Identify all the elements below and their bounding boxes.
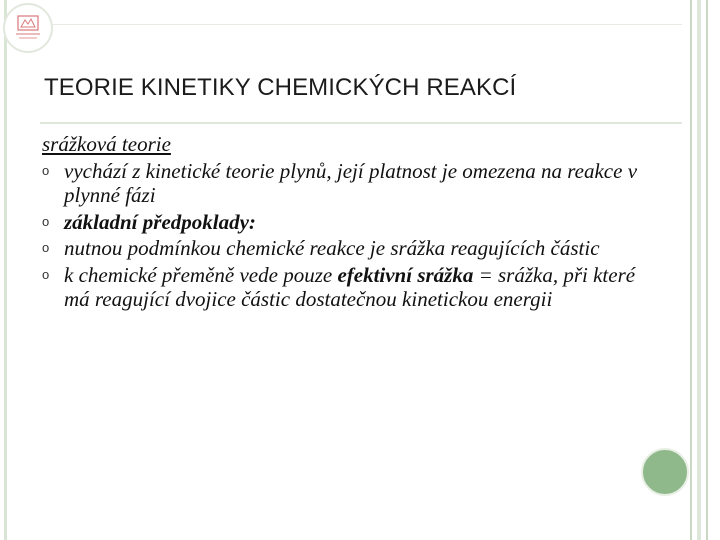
list-item-text-prefix: k chemické přeměně vede pouze [64,262,338,287]
bullet-list [42,159,642,312]
list-item-text: nutnou podmínkou chemické reakce je srážka reagujících částic [64,236,600,260]
right-border-line-outer [706,0,708,540]
list-item [42,210,642,235]
decorative-circle [641,448,689,496]
slide-content [42,132,642,314]
left-border-line [4,0,7,540]
list-item [42,159,642,208]
slide-title: TEORIE KINETIKY CHEMICKÝCH REAKCÍ [44,74,517,101]
bullet-icon: o [42,266,50,282]
section-heading: srážková teorie [42,132,171,156]
list-item-text-suffix: = srážka, při které má reagující dvojice částic dostatečnou kinetickou energii [64,262,636,311]
top-divider [52,24,682,25]
right-border-band [697,0,701,540]
bullet-icon: o [42,240,50,255]
right-border-line [690,0,692,540]
bullet-icon: o [42,162,50,178]
list-item-text: vychází z kinetické teorie plynů, její platnost je omezena na reakce v plynné fázi [64,158,638,207]
bullet-icon: o [42,213,50,229]
key-term: efektivní srážka [337,262,474,287]
list-item [42,236,642,261]
list-item-text: základní předpoklady: [64,209,256,234]
title-divider [40,122,682,124]
logo [3,3,53,53]
logo-emblem-icon [12,12,44,44]
list-item [42,263,642,312]
